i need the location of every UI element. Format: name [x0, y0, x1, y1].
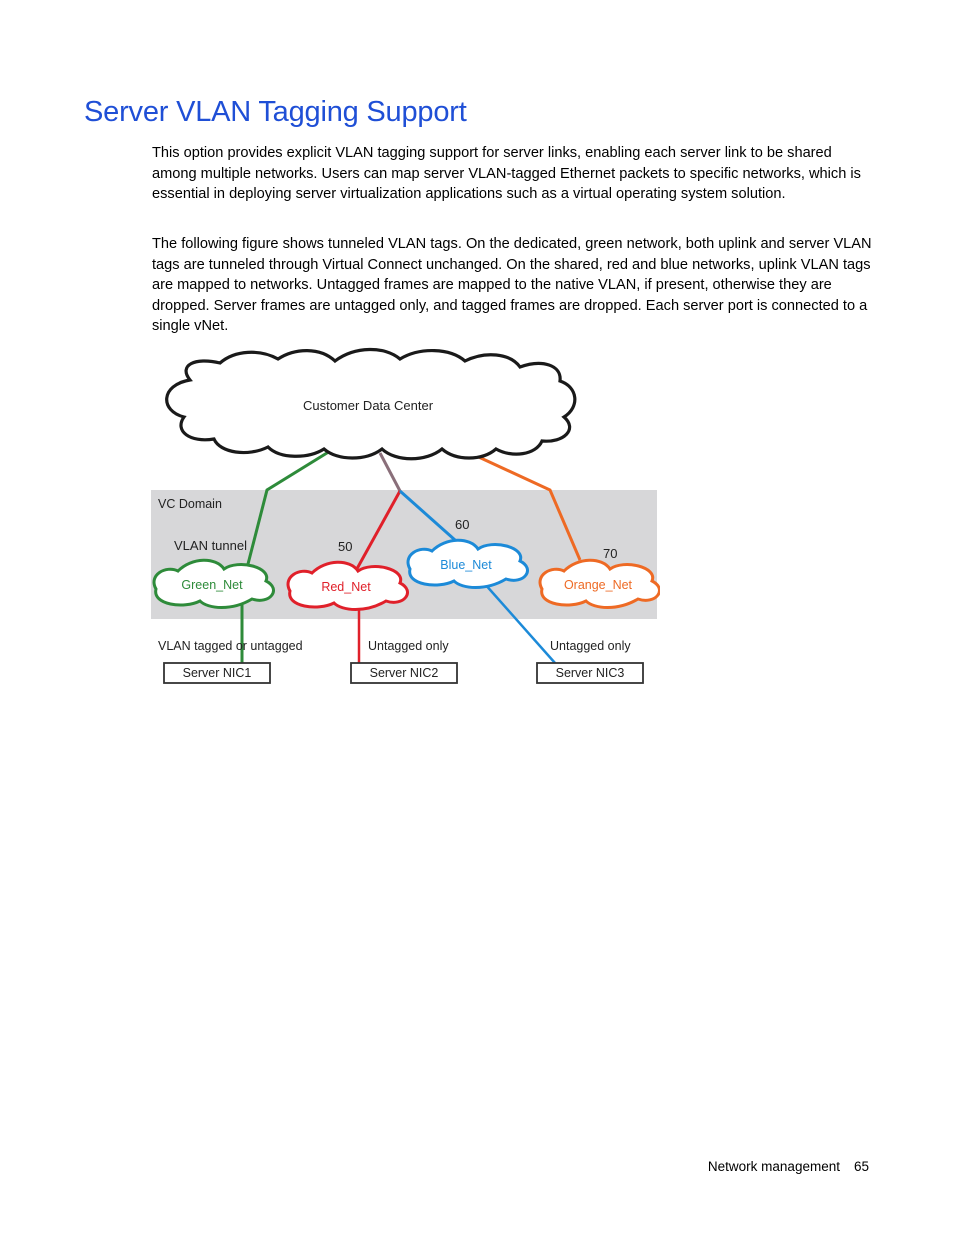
- server-mode-label-1: VLAN tagged or untagged: [158, 639, 303, 653]
- page-title: Server VLAN Tagging Support: [84, 96, 467, 128]
- page-number: 65: [853, 1159, 869, 1174]
- server-mode-label-2: Untagged only: [368, 639, 449, 653]
- shared-uplink-line: [380, 453, 400, 491]
- server-nic-1: [164, 663, 270, 683]
- blue-vlan-id: 60: [455, 517, 470, 532]
- server-nic-2: [351, 663, 457, 683]
- data-center-cloud: [167, 349, 575, 458]
- server-mode-label-3: Untagged only: [550, 639, 631, 653]
- green-net-label: Green_Net: [181, 578, 243, 592]
- blue-net-label: Blue_Net: [440, 558, 492, 572]
- vlan-tunnel-label: VLAN tunnel: [174, 538, 247, 553]
- red-vlan-id: 50: [338, 539, 353, 554]
- orange-net-label: Orange_Net: [563, 578, 633, 592]
- diagram-canvas: [150, 345, 660, 690]
- red-net-label: Red_Net: [321, 580, 371, 594]
- footer-section: Network management: [707, 1159, 840, 1174]
- figure-description-paragraph: The following figure shows tunneled VLAN tags. On the dedicated, green network, both uplink and server VLAN tags are tunneled through Virtual Connect unchanged. On the shared, red and blue networks, uplink VLAN tags are mapped to networks. Untagged frames are mapped to the native VLAN, if present, otherwise they are dropped. Server frames are untagged only, and tagged frames are dropped. Each server port is connected to a single vNet.: [152, 236, 872, 335]
- page-footer: [708, 1159, 869, 1174]
- intro-paragraph: This option provides explicit VLAN tagging support for server links, enabling each server link to be shared among multiple networks. Users can map server VLAN-tagged Ethernet packets to specific networks, which is essential in deploying server virtualization applications such as a virtual operating system solution.: [152, 145, 861, 203]
- server-nic-3: [537, 663, 643, 683]
- orange-vlan-id: 70: [603, 546, 618, 561]
- data-center-label: Customer Data Center: [302, 398, 434, 413]
- vlan-tunnel-diagram: [150, 345, 660, 695]
- vc-domain-label: VC Domain: [158, 497, 222, 511]
- server-nic-2-label: Server NIC2: [369, 666, 439, 680]
- server-nic-1-label: Server NIC1: [182, 666, 252, 680]
- server-nic-3-label: Server NIC3: [555, 666, 625, 680]
